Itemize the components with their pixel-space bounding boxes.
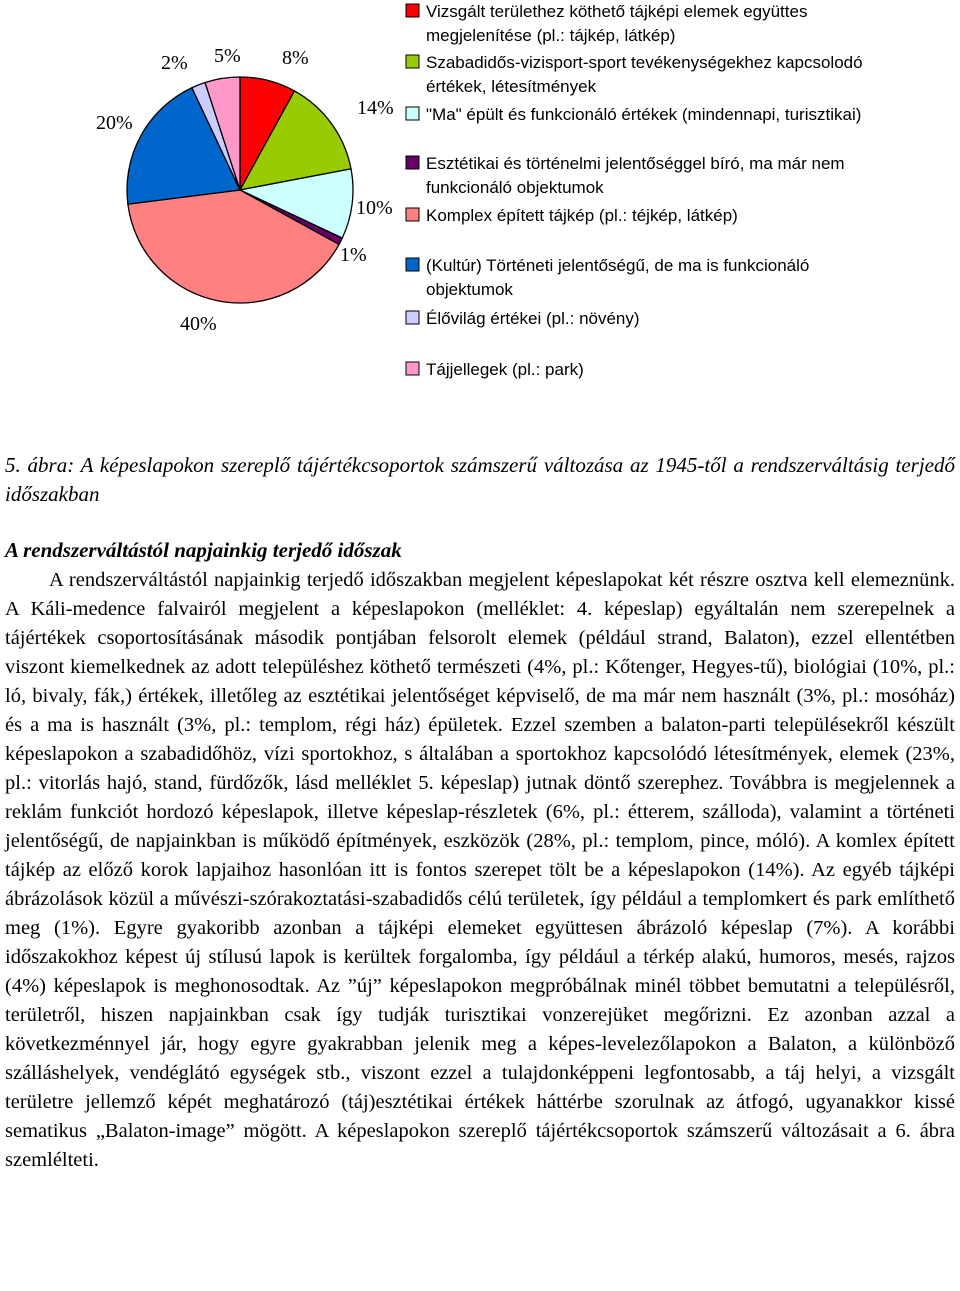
pie-value-label: 10% [356,197,393,219]
pie-chart-figure [0,0,960,420]
figure-caption: 5. ábra: A képeslapokon szereplő tájértékcsoportok számszerű változása az 1945-től a rendszerváltásig terjedő időszakban [5,453,955,506]
pie-value-label: 14% [357,97,394,119]
pie-value-label: 8% [282,47,309,69]
pie-slices [127,77,353,303]
legend-label: Komplex épített tájkép (pl.: téjkép, látkép) [426,206,738,225]
pie-value-label: 1% [340,244,367,266]
legend-label: Élővilág értékei (pl.: növény) [426,309,640,328]
legend-marker [406,107,419,120]
legend-label: Tájjellegek (pl.: park) [426,360,584,379]
legend-marker [406,258,419,271]
legend-label: (Kultúr) Történeti jelentőségű, de ma is funkcionáló objektumok [426,256,810,299]
chart-legend [406,2,863,379]
legend-label: Esztétikai és történelmi jelentőséggel bíró, ma már nem funkcionáló objektumok [426,154,845,197]
pie-value-label: 2% [161,52,188,74]
legend-label: "Ma" épült és funkcionáló értékek (mindennapi, turisztikai) [426,105,862,124]
pie-value-label: 20% [96,112,133,134]
legend-label: Vizsgált területhez köthető tájképi elemek együttes megjelenítése (pl.: tájkép, látkép) [426,2,808,45]
legend-marker [406,55,419,68]
legend-label: Szabadidős-vizisport-sport tevékenységekhez kapcsolodó értékek, létesítmények [426,53,863,96]
section-heading: A rendszerváltástól napjainkig terjedő időszak [5,538,402,562]
legend-marker [406,4,419,17]
legend-marker [406,208,419,221]
legend-marker [406,311,419,324]
pie-value-label: 5% [214,45,241,67]
body-paragraph: A rendszerváltástól napjainkig terjedő időszakban megjelent képeslapokat két részre osztva kell elemeznünk. A Káli-medence falvairól megjelent a képeslapokon (melléklet: 4. képeslap) egyáltalán nem szerepelnek a tájértékek csoportosításának második pontjában felsorolt elemek (például strand, Balaton), ezzel ellentétben viszont kiemelkednek az adott településhez köthető természeti (4%, pl.: Kőtenger, Hegyes-tű), biológiai (10%, pl.: ló, bivaly, fák,) értékek, illetőleg az esztétikai jelentőséget képviselő, de ma már nem használt (3%, pl.: mosóház) és a ma is használt (3%, pl.: templom, régi ház) épületek. Ezzel szemben a balaton-parti településekről készült képeslapokon a szabadidőhöz, vízi sportokhoz, s általában a sportokhoz kapcsolódó létesítmények, elemek (23%, pl.: vitorlás hajó, stand, fürdőzők, lásd melléklet 5. képeslap) jutnak döntő szerephez. Továbbra is megjelennek a reklám funkciót hordozó képeslapok, illetve képeslap-részletek (6%, pl.: étterem, szálloda), valamint a történeti jelentőségű, de napjainkban is működő építmények, eszközök (28%, pl.: templom, pince, móló). A komlex épített tájkép az előző korok lapjaihoz hasonlóan itt is fontos szerepet tölt be a képeslapokon (14%). Az egyéb tájképi ábrázolások közül a művészi-szórakoztatási-szabadidős célú területek, így például a templomkert és park említhető meg (1%). Egyre gyakoribb azonban a tájképi elemeket együttesen ábrázoló képeslap (7%). A korábbi időszakokhoz képest új stílusú lapok is kerültek forgalomba, így például a térkép alakú, humoros, mesés, rajzos (4%) képeslapok is meghonosodtak. Az ”új” képeslapokon megpróbálnak minél többet bemutatni a településről, területről, hiszen napjainkban csak így tudják turisztikai vonzerejüket megőrizni. Ez azonban azzal a következménnyel jár, hogy egyre gyakrabban jelenik meg a képes-levelezőlapokon a Balaton, a különböző szálláshelyek, vendéglátó egységek stb., viszont ezzel a tulajdonképpeni legfontosabb, a táj helyi, a vizsgált területre jellemző képét meghatározó (táj)esztétikai értékek háttérbe szorulnak az átfogó, ugyanakkor kissé sematikus „Balaton-image” mögött. A képeslapokon szereplő tájértékcsoportok számszerű változásait a 6. ábra szemlélteti. [5,569,955,1171]
legend-marker [406,156,419,169]
pie-value-label: 40% [180,313,217,335]
legend-marker [406,362,419,375]
pie-chart [0,0,960,420]
